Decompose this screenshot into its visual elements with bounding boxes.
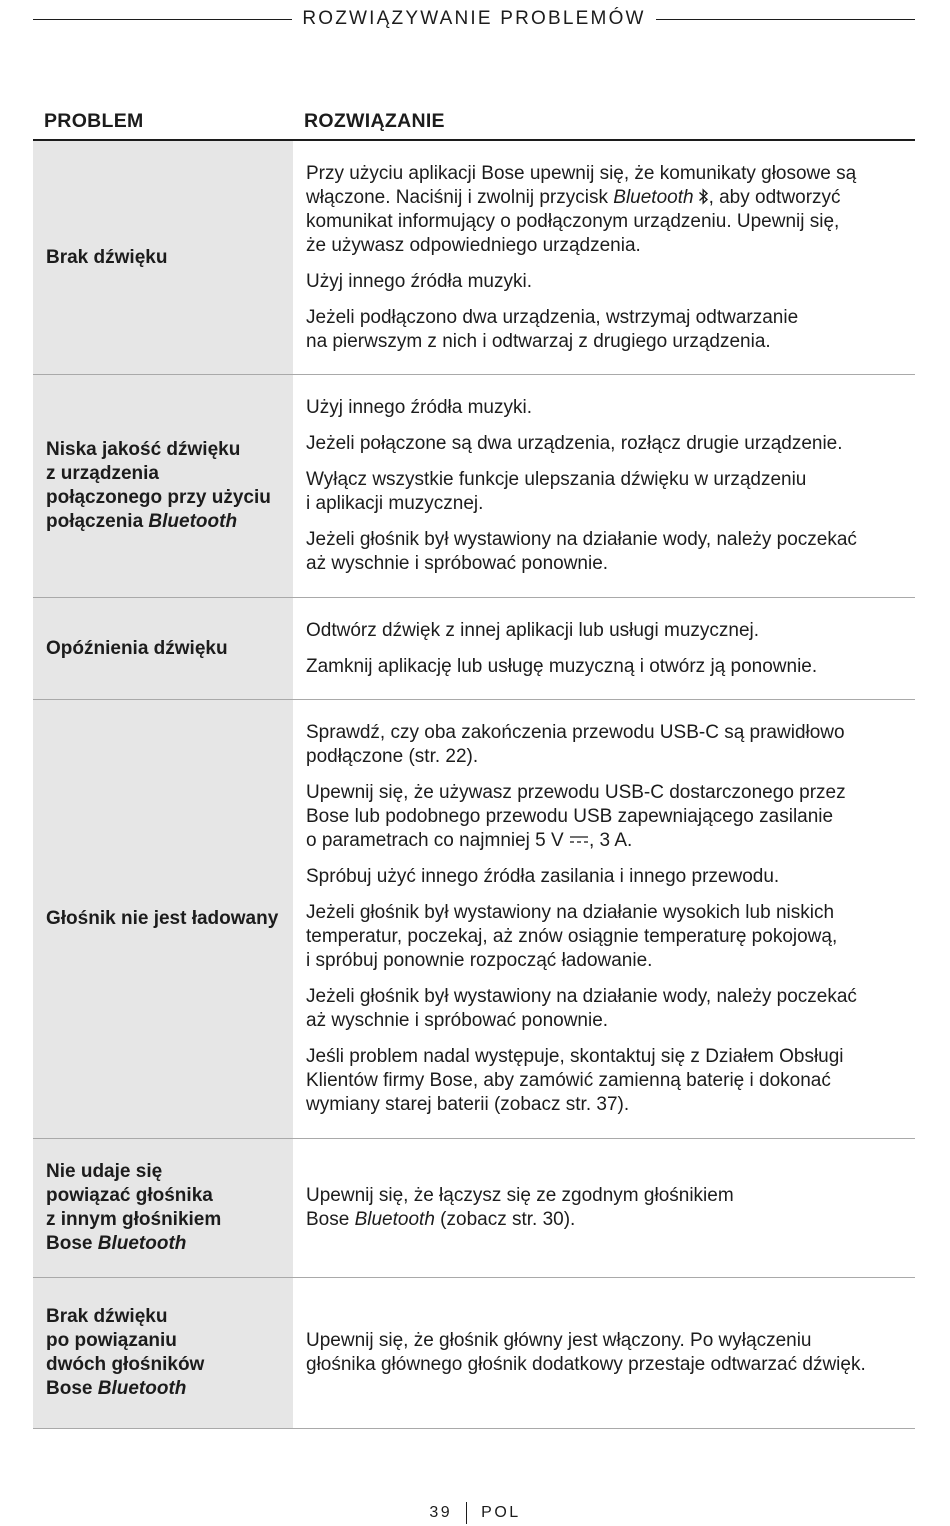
solution-line: i aplikacji muzycznej. xyxy=(306,493,484,514)
solution-paragraph xyxy=(306,1329,905,1377)
solution-paragraph xyxy=(306,468,905,516)
problem-line: Brak dźwięku xyxy=(46,1306,168,1327)
header-rule-left xyxy=(33,19,292,20)
problem-line: połączonego przy użyciu xyxy=(46,487,271,508)
problem-text: Głośnik nie jest ładowany xyxy=(46,908,279,929)
problem-cell xyxy=(33,375,293,597)
dc-symbol-icon xyxy=(569,830,589,851)
problem-line: powiązać głośnika xyxy=(46,1185,213,1206)
problem-cell xyxy=(33,598,293,699)
bluetooth-word: Bluetooth xyxy=(148,511,238,532)
solution-paragraph xyxy=(306,306,905,354)
solution-line: Przy użyciu aplikacji Bose upewnij się, że komunikaty głosowe są xyxy=(306,162,857,184)
solution-paragraph xyxy=(306,901,905,973)
problem-text: Brak dźwięku xyxy=(46,246,168,268)
problem-text xyxy=(46,1305,204,1401)
problem-line: Bose xyxy=(46,1233,98,1254)
table-row xyxy=(33,375,915,598)
solution-cell xyxy=(293,700,915,1138)
troubleshooting-table xyxy=(33,104,915,1429)
solution-line: że używasz odpowiedniego urządzenia. xyxy=(306,234,641,256)
problem-text xyxy=(46,1160,221,1256)
solution-line: komunikat informujący o podłączonym urządzeniu. Upewnij się, xyxy=(306,210,840,232)
problem-line: Nie udaje się xyxy=(46,1161,163,1182)
solution-line: i spróbuj ponownie rozpocząć ładowanie. xyxy=(306,950,653,971)
problem-line: z innym głośnikiem xyxy=(46,1209,222,1230)
solution-cell xyxy=(293,1139,915,1277)
solution-line: Sprawdź, czy oba zakończenia przewodu USB-C są prawidłowo xyxy=(306,722,845,743)
solution-line: Jeżeli podłączono dwa urządzenia, wstrzymaj odtwarzanie xyxy=(306,306,799,328)
solution-line: temperatur, poczekaj, aż znów osiągnie temperaturę pokojową, xyxy=(306,926,838,947)
solution-line: (zobacz str. 30). xyxy=(434,1209,576,1230)
solution-paragraph xyxy=(306,985,905,1033)
problem-cell xyxy=(33,700,293,1138)
bluetooth-word: Bluetooth xyxy=(97,1378,187,1399)
solution-cell xyxy=(293,375,915,597)
column-header-solution: ROZWIĄZANIE xyxy=(304,110,445,132)
problem-line: po powiązaniu xyxy=(46,1330,177,1351)
solution-paragraph xyxy=(306,162,905,258)
column-header-problem: PROBLEM xyxy=(44,110,144,132)
solution-cell xyxy=(293,141,915,374)
solution-paragraph xyxy=(306,528,905,576)
solution-line: Jeżeli głośnik był wystawiony na działanie wody, należy poczekać xyxy=(306,529,857,550)
bluetooth-word: Bluetooth xyxy=(354,1209,435,1230)
problem-cell xyxy=(33,1278,293,1428)
solution-line: aż wyschnie i spróbować ponownie. xyxy=(306,1010,609,1031)
solution-line: Upewnij się, że używasz przewodu USB-C dostarczonego przez xyxy=(306,782,846,803)
solution-cell xyxy=(293,1278,915,1428)
table-row xyxy=(33,700,915,1139)
solution-paragraph xyxy=(306,781,905,853)
solution-paragraph: Użyj innego źródła muzyki. xyxy=(306,270,532,292)
solution-line: Upewnij się, że łączysz się ze zgodnym głośnikiem xyxy=(306,1185,734,1206)
table-row xyxy=(33,598,915,700)
solution-line: Jeżeli głośnik był wystawiony na działanie wody, należy poczekać xyxy=(306,986,857,1007)
solution-paragraph: Odtwórz dźwięk z innej aplikacji lub usługi muzycznej. xyxy=(306,619,760,641)
problem-line: połączenia xyxy=(46,511,149,532)
footer-divider xyxy=(466,1502,467,1524)
page-header xyxy=(33,6,915,32)
page-title: ROZWIĄZYWANIE PROBLEMÓW xyxy=(302,8,646,29)
problem-text xyxy=(46,438,271,534)
solution-line: Upewnij się, że głośnik główny jest włączony. Po wyłączeniu xyxy=(306,1330,812,1351)
solution-line: Bose xyxy=(306,1209,355,1230)
page-number: 39 xyxy=(429,1504,453,1521)
problem-line: Bose xyxy=(46,1378,98,1399)
solution-paragraph: Użyj innego źródła muzyki. xyxy=(306,397,532,418)
solution-line: , aby odtworzyć xyxy=(708,186,841,208)
solution-paragraph: Zamknij aplikację lub usługę muzyczną i otwórz ją ponownie. xyxy=(306,655,818,677)
solution-line: Jeżeli głośnik był wystawiony na działanie wysokich lub niskich xyxy=(306,902,835,923)
table-row xyxy=(33,1139,915,1278)
problem-line: dwóch głośników xyxy=(46,1354,205,1375)
solution-paragraph xyxy=(306,721,905,769)
page-footer xyxy=(0,1500,950,1526)
solution-line: włączone. Naciśnij i zwolnij przycisk xyxy=(306,186,614,208)
solution-line: wymiany starej baterii (zobacz str. 37). xyxy=(306,1094,630,1115)
bluetooth-word: Bluetooth xyxy=(97,1233,187,1254)
problem-cell xyxy=(33,141,293,374)
solution-line: na pierwszym z nich i odtwarzaj z drugiego urządzenia. xyxy=(306,330,771,352)
problem-line: z urządzenia xyxy=(46,463,159,484)
language-code: POL xyxy=(481,1504,521,1521)
solution-line: , 3 A. xyxy=(588,830,633,851)
solution-line: o parametrach co najmniej 5 V xyxy=(306,830,569,851)
solution-paragraph: Jeżeli połączone są dwa urządzenia, rozłącz drugie urządzenie. xyxy=(306,433,843,454)
table-header xyxy=(33,104,915,141)
solution-line: Klientów firmy Bose, aby zamówić zamienną baterię i dokonać xyxy=(306,1070,831,1091)
bluetooth-word: Bluetooth xyxy=(613,186,694,208)
solution-line: Bose lub podobnego przewodu USB zapewniającego zasilanie xyxy=(306,806,834,827)
problem-line: Niska jakość dźwięku xyxy=(46,439,241,460)
solution-paragraph xyxy=(306,1045,905,1117)
solution-line: aż wyschnie i spróbować ponownie. xyxy=(306,553,609,574)
solution-line: Jeśli problem nadal występuje, skontaktuj się z Działem Obsługi xyxy=(306,1046,844,1067)
problem-text: Opóźnienia dźwięku xyxy=(46,637,228,659)
table-row xyxy=(33,141,915,375)
solution-line: głośnika głównego głośnik dodatkowy przestaje odtwarzać dźwięk. xyxy=(306,1354,866,1375)
bluetooth-icon xyxy=(694,188,709,207)
solution-paragraph xyxy=(306,1184,905,1232)
solution-cell xyxy=(293,598,915,699)
solution-paragraph: Spróbuj użyć innego źródła zasilania i innego przewodu. xyxy=(306,866,780,887)
solution-line: Wyłącz wszystkie funkcje ulepszania dźwięku w urządzeniu xyxy=(306,469,807,490)
header-rule-right xyxy=(656,19,915,20)
solution-line: podłączone (str. 22). xyxy=(306,746,479,767)
table-row xyxy=(33,1278,915,1429)
problem-cell xyxy=(33,1139,293,1277)
